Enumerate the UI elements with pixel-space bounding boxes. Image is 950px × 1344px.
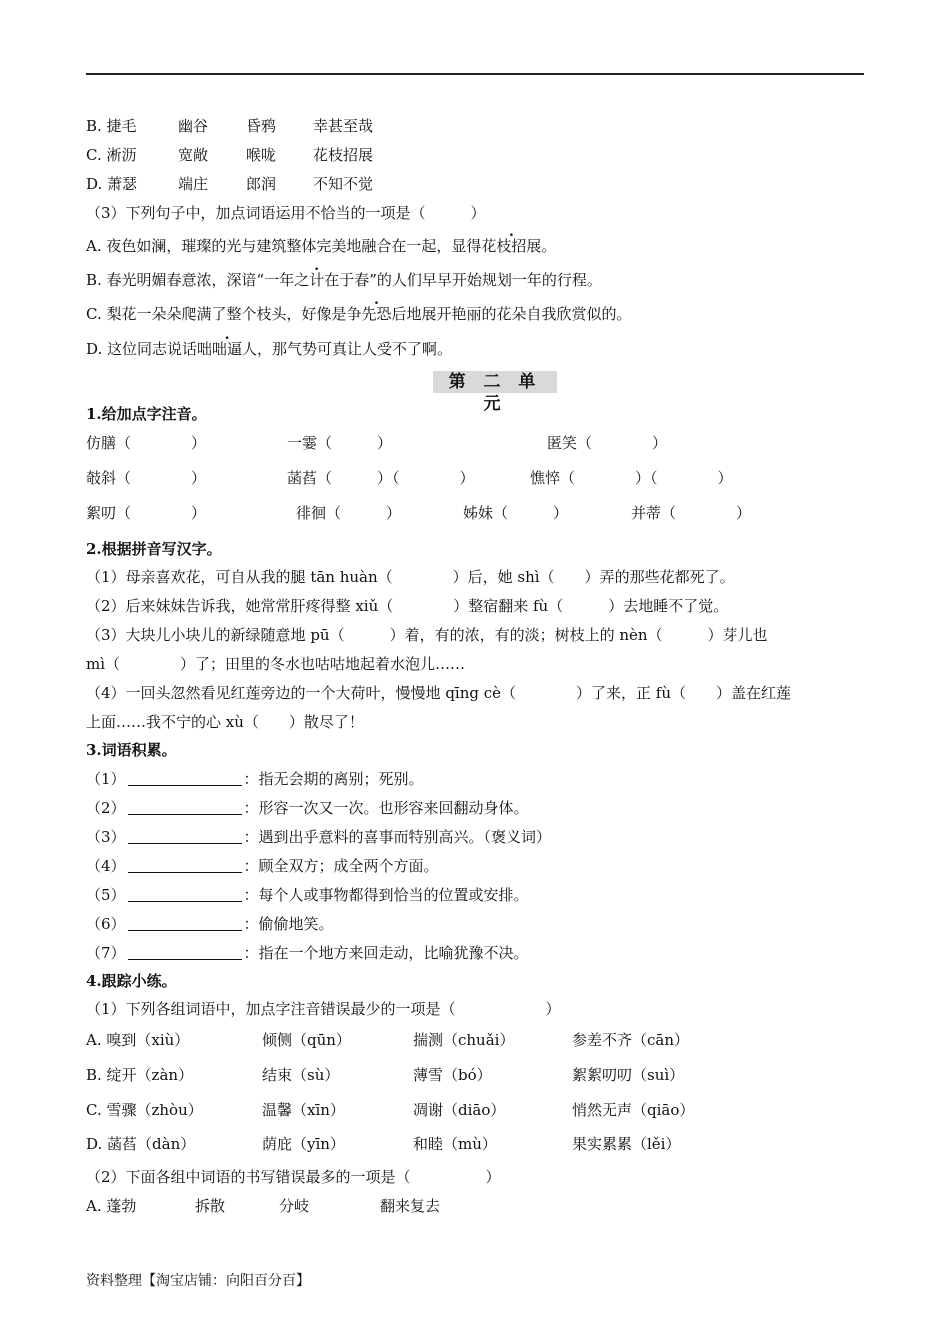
option-d-cell: D. 菡萏（dàn） — [86, 1135, 196, 1153]
question-3: （3）下列句子中，加点词语运用不恰当的一项是（ ） — [86, 204, 486, 222]
option-a-cell: 倾侧（qūn） — [262, 1031, 351, 1049]
option-d-cell: 果实累累（lěi） — [572, 1135, 681, 1153]
part2-line-4b: 上面……我不宁的心 xù（ ）散尽了！ — [86, 713, 364, 731]
part2-heading: 2.根据拼音写汉字。 — [86, 540, 222, 558]
pinyin-item: 徘徊（ ） — [296, 504, 402, 522]
pinyin-item: 并蒂（ ） — [631, 504, 752, 522]
answer-blank[interactable] — [128, 857, 242, 873]
pinyin-item: 菡萏（ ）（ ） — [287, 469, 475, 487]
pinyin-item: 絮叨（ ） — [86, 504, 207, 522]
option-b-cell: 薄雪（bó） — [413, 1066, 492, 1084]
pinyin-item: 一霎（ ） — [287, 434, 393, 452]
option-c-cell: 悄然无声（qiāo） — [572, 1101, 695, 1119]
part2-line-2: （2）后来妹妹告诉我，她常常肝疼得整 xiǔ（ ）整宿翻来 fù（ ）去地睡不了觉。 — [86, 597, 729, 615]
part2-line-4: （4）一回头忽然看见红莲旁边的一个大荷叶，慢慢地 qīng cè（ ）了来，正 fù（ ）盖在红莲 — [86, 684, 792, 702]
q2-option-a-cell: 拆散 — [195, 1197, 226, 1215]
pinyin-item: 姊妹（ ） — [463, 504, 569, 522]
option-a-cell: A. 嗅到（xiù） — [86, 1031, 190, 1049]
q3-option-d: D. 这位同志说话咄咄逼人，那气势可真让人受不了啊。 — [86, 340, 453, 358]
option-c-cell: 温馨（xīn） — [262, 1101, 345, 1119]
part1-heading: 1.给加点字注音。 — [86, 405, 207, 423]
answer-blank[interactable] — [128, 886, 242, 902]
answer-blank[interactable] — [128, 799, 242, 815]
vocab-item: （3） ：遇到出乎意料的喜事而特别高兴。（褒义词） — [86, 828, 552, 846]
footer-source: 资料整理【淘宝店铺：向阳百分百】 — [86, 1273, 310, 1289]
option-c-cell: C. 雪骤（zhòu） — [86, 1101, 203, 1119]
option-c-cell: 凋谢（diāo） — [413, 1101, 506, 1119]
pinyin-item: 仿膳（ ） — [86, 434, 207, 452]
pinyin-item: 匿笑（ ） — [547, 434, 668, 452]
part4-heading: 4.跟踪小练。 — [86, 972, 177, 990]
pinyin-item: 攲斜（ ） — [86, 469, 207, 487]
option-b-cell: 絮絮叨叨（suì） — [572, 1066, 685, 1084]
unit-title: 第 二 单 元 — [433, 371, 557, 393]
q2-option-a-cell: A. 蓬勃 — [86, 1197, 137, 1215]
vocab-item: （6） ：偷偷地笑。 — [86, 915, 334, 933]
part4-question-2: （2）下面各组中词语的书写错误最多的一项是（ ） — [86, 1168, 501, 1186]
answer-blank[interactable] — [128, 915, 242, 931]
answer-blank[interactable] — [128, 944, 242, 960]
part2-line-1: （1）母亲喜欢花，可自从我的腿 tān huàn（ ）后，她 shì（ ）弄的那些花都死了。 — [86, 568, 735, 586]
vocab-item: （1） ：指无会期的离别；死别。 — [86, 770, 424, 788]
part3-heading: 3.词语积累。 — [86, 741, 177, 759]
option-b-cell: 结束（sù） — [262, 1066, 340, 1084]
q2-option-a-cell: 翻来复去 — [380, 1197, 441, 1215]
option-a-cell: 参差不齐（cān） — [572, 1031, 690, 1049]
vocab-item: （5） ：每个人或事物都得到恰当的位置或安排。 — [86, 886, 529, 904]
option-a-cell: 揣测（chuǎi） — [413, 1031, 515, 1049]
option-d-cell: 荫庇（yīn） — [262, 1135, 345, 1153]
part2-line-3b: mì（ ）了；田里的冬水也咕咕地起着水泡儿…… — [86, 655, 466, 673]
q3-option-c: C. 梨花一朵朵爬满了整个枝头，好像是争先恐后地展开艳丽的花朵自我欣赏似的。 — [86, 305, 632, 323]
vocab-item: （2） ：形容一次又一次。也形容来回翻动身体。 — [86, 799, 529, 817]
pinyin-item: 憔悴（ ）（ ） — [530, 469, 733, 487]
q3-option-b: B. 春光明媚春意浓，深谙“. 一年之计在于春”的人们早早开始规划一年的行程。 — [86, 270, 602, 290]
vocab-item: （4） ：顾全双方；成全两个方面。 — [86, 857, 439, 875]
part2-line-3: （3）大块儿小块儿的新绿随意地 pū（ ）着，有的浓，有的淡；树枝上的 nèn（ ）芽儿也 — [86, 626, 768, 644]
option-b-cell: B. 绽开（zàn） — [86, 1066, 194, 1084]
vocab-item: （7） ：指在一个地方来回走动，比喻犹豫不决。 — [86, 944, 529, 962]
header-rule — [86, 73, 864, 75]
q3-option-a: A. 夜色如澜，璀璨的光与建筑整体完美地融合在一起，显得花枝招展。 — [86, 237, 557, 255]
answer-blank[interactable] — [128, 770, 242, 786]
answer-blank[interactable] — [128, 828, 242, 844]
part4-question-1: （1）下列各组词语中，加点字注音错误最少的一项是（ ） — [86, 1000, 561, 1018]
q2-option-a-cell: 分岐 — [279, 1197, 310, 1215]
option-d-cell: 和睦（mù） — [413, 1135, 497, 1153]
